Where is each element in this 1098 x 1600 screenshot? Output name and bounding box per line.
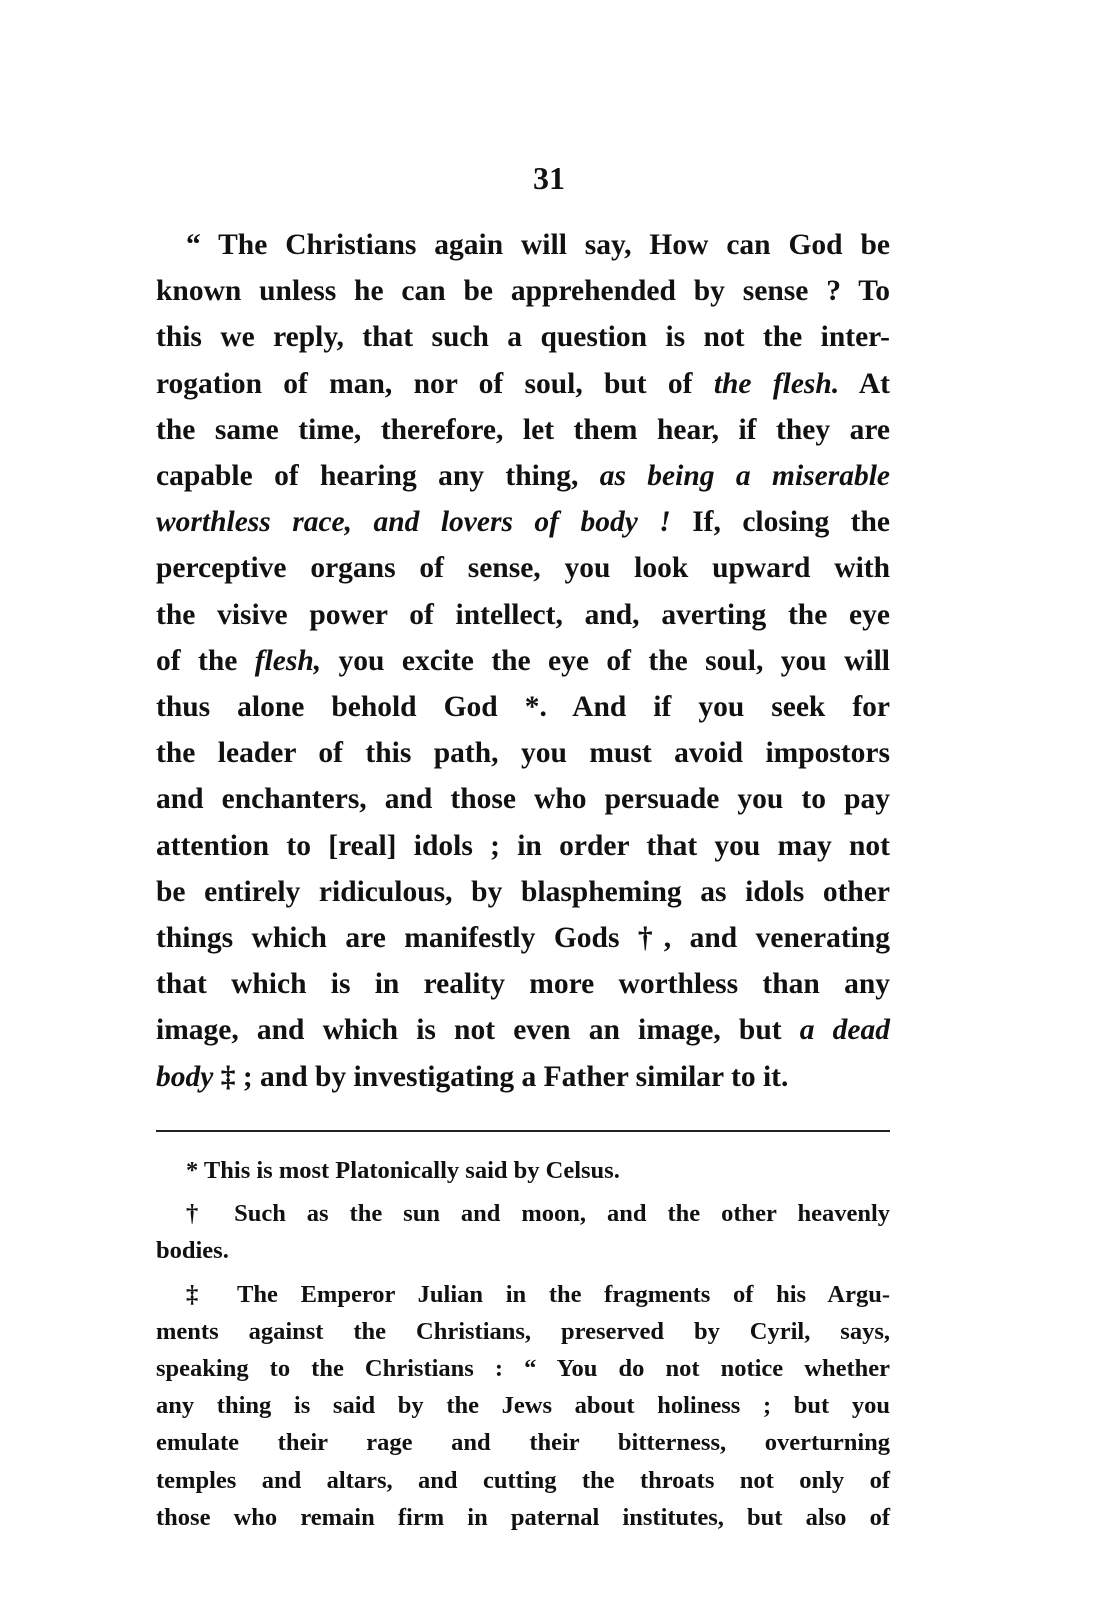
emphasis: the flesh. — [713, 367, 840, 400]
text-line: worthless race, and lovers of body ! If, closing the — [156, 506, 891, 539]
text-line: of the flesh, you excite the eye of the soul, you will — [156, 644, 890, 677]
text-line: image, and which is not even an image, but a dead — [156, 1014, 890, 1047]
text-line: “ The Christians again will say, How can God be — [186, 229, 890, 261]
footnote-line: speaking to the Christians : “ You do not notice whether — [156, 1355, 890, 1383]
footnote-dagger — [156, 1195, 890, 1269]
text-line: body ‡ ; and by investigating a Father similar to it. — [156, 1060, 789, 1093]
footnote-line: † Such as the sun and moon, and the other heavenly — [186, 1200, 890, 1228]
text-line: that which is in reality more worthless than any — [156, 968, 890, 1001]
text-line: known unless he can be apprehended by sense ? To — [156, 275, 890, 308]
emphasis: worthless race, and lovers of body ! — [156, 506, 671, 539]
footnote-asterisk — [156, 1152, 890, 1189]
text-line: be entirely ridiculous, by blaspheming as idols other — [156, 875, 890, 908]
page-number: 31 — [533, 160, 565, 196]
footnote-divider — [156, 1130, 890, 1132]
text-line: attention to [real] idols ; in order that you may not — [156, 829, 890, 862]
text-line: rogation of man, nor of soul, but of the flesh. At — [156, 367, 891, 400]
footnote-line: * This is most Platonically said by Celsus. — [186, 1157, 620, 1184]
text-line: and enchanters, and those who persuade you to pay — [156, 783, 890, 816]
emphasis: body — [156, 1060, 214, 1093]
footnote-line: bodies. — [156, 1237, 229, 1265]
text-line: the same time, therefore, let them hear, if they are — [156, 413, 890, 446]
text-line: thus alone behold God *. And if you seek for — [156, 691, 890, 724]
footnote-line: emulate their rage and their bitterness, overturning — [156, 1429, 890, 1457]
emphasis: flesh, — [254, 644, 322, 677]
main-text — [156, 222, 890, 1100]
footnote-line: those who remain firm in paternal institutes, but also of — [156, 1503, 890, 1531]
emphasis: a dead — [799, 1014, 890, 1047]
text-line: perceptive organs of sense, you look upward with — [156, 552, 890, 585]
footnote-line: temples and altars, and cutting the throats not only of — [156, 1466, 890, 1494]
text-line: capable of hearing any thing, as being a miserable — [156, 460, 890, 493]
text-line: things which are manifestly Gods †, and venerating — [156, 922, 890, 955]
text-line: the visive power of intellect, and, averting the eye — [156, 598, 890, 631]
text-line: the leader of this path, you must avoid impostors — [156, 737, 890, 770]
footnote-line: any thing is said by the Jews about holiness ; but you — [156, 1392, 890, 1420]
footnote-line: ments against the Christians, preserved by Cyril, says, — [156, 1317, 890, 1345]
footnotes — [156, 1152, 890, 1542]
emphasis: as being a miserable — [599, 460, 890, 493]
footnote-line: ‡ The Emperor Julian in the fragments of his Argu- — [186, 1280, 890, 1308]
footnote-double-dagger — [156, 1276, 890, 1536]
text-line: this we reply, that such a question is not the inter- — [156, 321, 890, 354]
